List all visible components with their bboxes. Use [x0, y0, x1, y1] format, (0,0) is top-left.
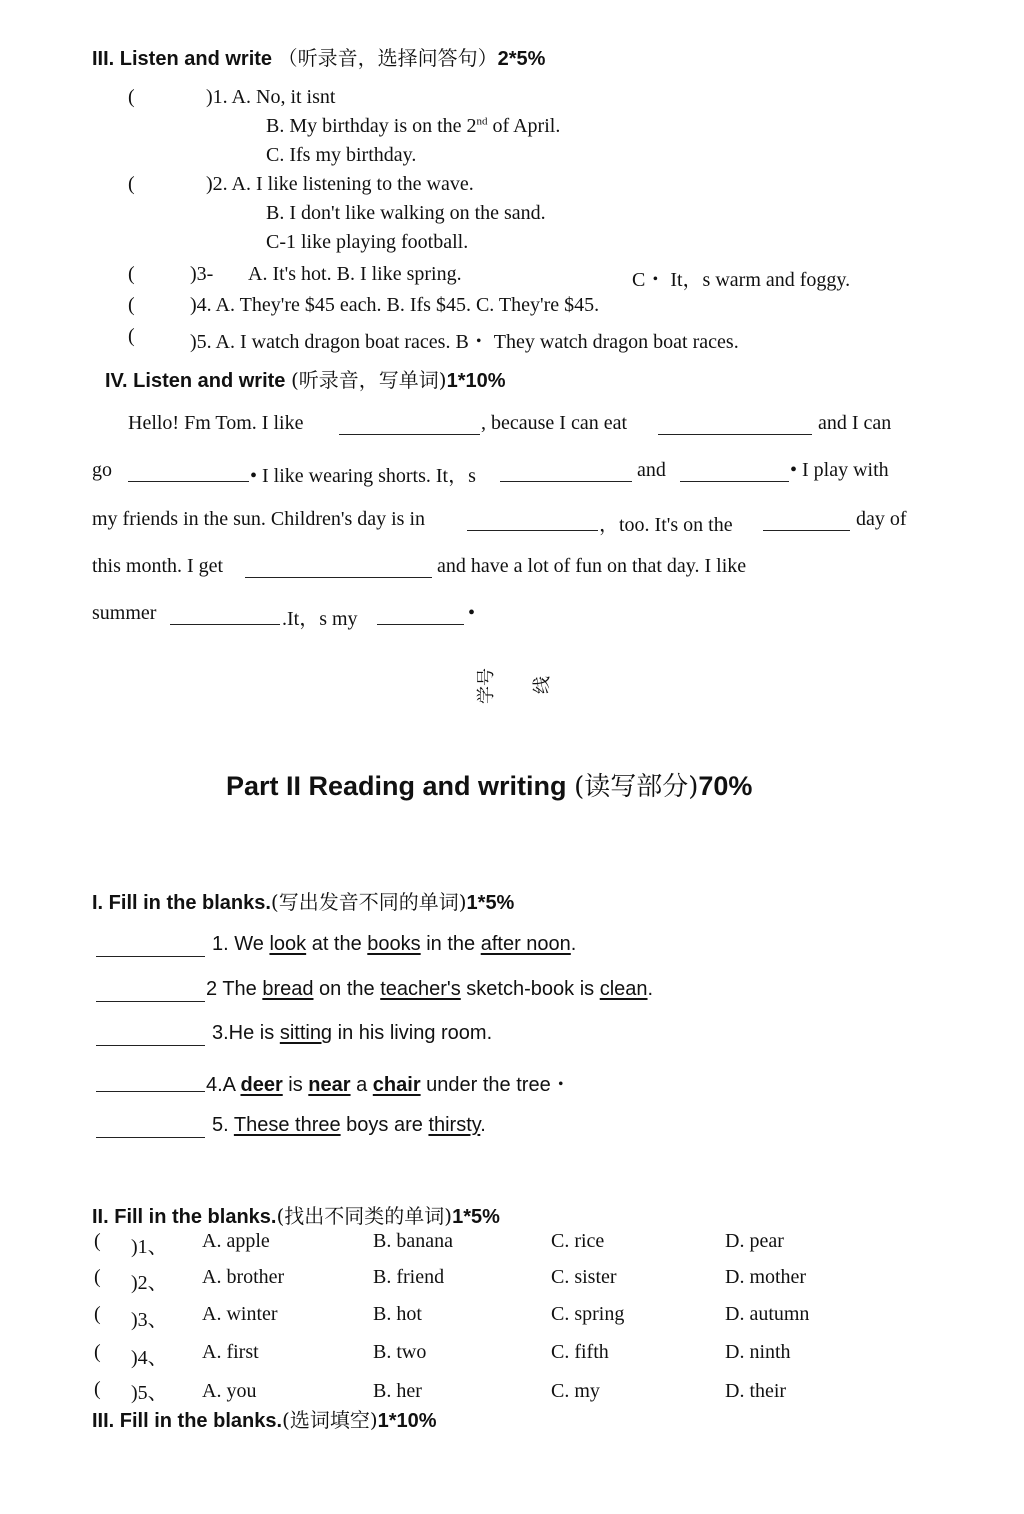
section-heading-listen-words: [105, 364, 506, 393]
fill-blanks-heading-2: [92, 1200, 500, 1229]
option-c: C. rice: [551, 1230, 605, 1252]
item-text: .: [570, 933, 577, 955]
item-text: under the tree・: [420, 1074, 571, 1096]
passage-text: , because I can eat: [481, 412, 628, 434]
answer-blank[interactable]: [500, 463, 632, 482]
answer-blank[interactable]: [96, 938, 205, 957]
passage-text: • I like wearing shorts. It，s: [250, 465, 476, 487]
option-d: D. their: [725, 1380, 787, 1402]
section-heading-listen-choose: [92, 42, 545, 71]
underlined-word: after noon: [480, 933, 571, 955]
option-b-text: B. My birthday is on the 2: [266, 115, 477, 137]
part-cn: (读写部分): [574, 772, 699, 802]
heading-cn: (选词填空): [282, 1408, 378, 1432]
option-a: A. you: [202, 1380, 257, 1402]
heading-cn: (听录音，写单词): [290, 368, 447, 392]
underlined-word: clean: [599, 978, 648, 1000]
passage-text: this month. I get: [92, 555, 224, 577]
row-number: )4、: [131, 1347, 168, 1369]
passage-text: my friends in the sun. Children's day is in: [92, 508, 426, 530]
margin-label-line: 线: [532, 676, 553, 694]
heading-text: III. Listen and write: [92, 48, 273, 70]
answer-bracket: (: [94, 1303, 101, 1325]
pronunciation-item-3: [212, 1022, 492, 1045]
answer-bracket: (: [94, 1230, 101, 1252]
option-d: D. ninth: [725, 1341, 791, 1363]
answer-bracket: (: [128, 173, 135, 195]
heading-text: IV. Listen and write: [105, 370, 286, 392]
passage-text: and have a lot of fun on that day. I like: [437, 555, 747, 577]
passage-text: • I play with: [790, 459, 889, 481]
underlined-word: These three: [233, 1114, 341, 1136]
item-text: 2 The: [206, 978, 263, 1000]
answer-bracket: (: [94, 1341, 101, 1363]
option-a: A. apple: [202, 1230, 270, 1252]
underlined-word: thirsty: [428, 1114, 481, 1136]
question-2-option-b: B. I don't like walking on the sand.: [266, 202, 546, 224]
passage-text: and I can: [818, 412, 892, 434]
pronunciation-item-2: [206, 978, 653, 1001]
item-text: is: [282, 1074, 309, 1096]
answer-bracket: (: [94, 1266, 101, 1288]
answer-blank[interactable]: [467, 512, 598, 531]
heading-text: III. Fill in the blanks.: [92, 1410, 283, 1432]
heading-text: I. Fill in the blanks.: [92, 892, 271, 914]
underlined-word: books: [367, 933, 421, 955]
item-text: 1. We: [212, 933, 270, 955]
item-text: in his living room.: [332, 1022, 493, 1044]
row-number: )5、: [131, 1382, 168, 1404]
answer-blank[interactable]: [96, 1027, 205, 1046]
answer-blank[interactable]: [763, 512, 850, 531]
option-b: B. friend: [373, 1266, 445, 1288]
passage-text: Hello! Fm Tom. I like: [128, 412, 304, 434]
item-text: in the: [420, 933, 481, 955]
underlined-word: deer: [240, 1074, 283, 1096]
underlined-word: look: [269, 933, 307, 955]
option-d: D. autumn: [725, 1303, 810, 1325]
question-2: )2. A. I like listening to the wave.: [206, 173, 474, 195]
answer-blank[interactable]: [96, 983, 205, 1002]
option-b-sup: nd: [476, 115, 488, 128]
option-c: C. fifth: [551, 1341, 609, 1363]
question-3: )3-: [190, 263, 214, 285]
heading-cn: (写出发音不同的单词): [270, 890, 467, 914]
item-text: on the: [313, 978, 381, 1000]
item-text: 5.: [212, 1114, 234, 1136]
question-3-option-c: C・ It，s warm and foggy.: [632, 269, 851, 291]
item-text: sketch-book is: [460, 978, 600, 1000]
option-c: C. sister: [551, 1266, 617, 1288]
pronunciation-item-4: [206, 1068, 571, 1097]
answer-blank[interactable]: [245, 559, 432, 578]
question-2-option-c: C-1 like playing football.: [266, 231, 469, 253]
item-text: .: [480, 1114, 486, 1136]
answer-blank[interactable]: [680, 463, 789, 482]
option-c: C. spring: [551, 1303, 625, 1325]
option-c: C. my: [551, 1380, 600, 1402]
answer-bracket: (: [128, 86, 135, 108]
passage-text: ，too. It's on the: [599, 514, 733, 536]
passage-text: •: [468, 602, 476, 624]
heading-score: 1*10%: [446, 370, 506, 392]
pronunciation-item-1: [212, 933, 576, 956]
passage-text: and: [637, 459, 666, 481]
passage-text: go: [92, 459, 112, 481]
question-1: )1. A. No, it isnt: [206, 86, 336, 108]
question-5: )5. A. I watch dragon boat races. B・ They watch dragon boat races.: [190, 331, 739, 353]
passage-text: summer: [92, 602, 157, 624]
heading-cn: （听录音，选择问答句）: [277, 46, 498, 70]
answer-bracket: (: [128, 294, 135, 316]
question-3-options-ab: A. It's hot. B. I like spring.: [248, 263, 462, 285]
heading-score: 1*10%: [377, 1410, 437, 1432]
pronunciation-item-5: [212, 1114, 486, 1137]
row-number: )1、: [131, 1236, 168, 1258]
answer-blank[interactable]: [658, 416, 812, 435]
option-b: B. her: [373, 1380, 422, 1402]
underlined-word: sitting: [279, 1022, 333, 1044]
answer-blank[interactable]: [339, 416, 480, 435]
passage-text: .It，s my: [282, 608, 358, 630]
item-text: 4.A: [206, 1074, 241, 1096]
item-text: .: [647, 978, 654, 1000]
item-text: boys are: [340, 1114, 429, 1136]
answer-bracket: (: [128, 263, 135, 285]
option-b: B. two: [373, 1341, 427, 1363]
fill-blanks-heading-1: [92, 886, 514, 915]
item-text: a: [350, 1074, 373, 1096]
answer-bracket: (: [128, 325, 135, 347]
row-number: )2、: [131, 1272, 168, 1294]
item-text: at the: [306, 933, 368, 955]
heading-score: 1*5%: [466, 892, 515, 914]
fill-blanks-heading-3: [92, 1404, 437, 1433]
heading-score: 1*5%: [452, 1206, 500, 1228]
question-1-option-c: C. Ifs my birthday.: [266, 144, 417, 166]
option-b: B. hot: [373, 1303, 422, 1325]
answer-blank[interactable]: [96, 1119, 205, 1138]
underlined-word: bread: [262, 978, 314, 1000]
answer-blank[interactable]: [96, 1073, 205, 1092]
item-text: 3.He is: [212, 1022, 280, 1044]
option-a: A. brother: [202, 1266, 285, 1288]
question-1-option-b: [266, 115, 560, 138]
passage-text: day of: [856, 508, 907, 530]
answer-blank[interactable]: [377, 606, 464, 625]
row-number: )3、: [131, 1309, 168, 1331]
option-a: A. winter: [202, 1303, 278, 1325]
answer-bracket: (: [94, 1378, 101, 1400]
option-a: A. first: [202, 1341, 259, 1363]
answer-blank[interactable]: [170, 606, 280, 625]
part-title: Part II Reading and writing: [226, 771, 567, 801]
question-4: )4. A. They're $45 each. B. Ifs $45. C. They're $45.: [190, 294, 600, 316]
heading-cn: (找出不同类的单词): [276, 1204, 453, 1228]
margin-label-student-number: 学号: [476, 668, 497, 704]
heading-score: 2*5%: [497, 48, 546, 70]
part-two-heading: [226, 766, 752, 803]
underlined-word: near: [308, 1074, 351, 1096]
option-b: B. banana: [373, 1230, 453, 1252]
option-d: D. mother: [725, 1266, 807, 1288]
answer-blank[interactable]: [128, 463, 249, 482]
underlined-word: teacher's: [380, 978, 461, 1000]
underlined-word: chair: [372, 1074, 421, 1096]
part-score: 70%: [698, 771, 753, 801]
option-b-end: of April.: [487, 115, 561, 137]
option-d: D. pear: [725, 1230, 784, 1252]
heading-text: II. Fill in the blanks.: [92, 1206, 277, 1228]
